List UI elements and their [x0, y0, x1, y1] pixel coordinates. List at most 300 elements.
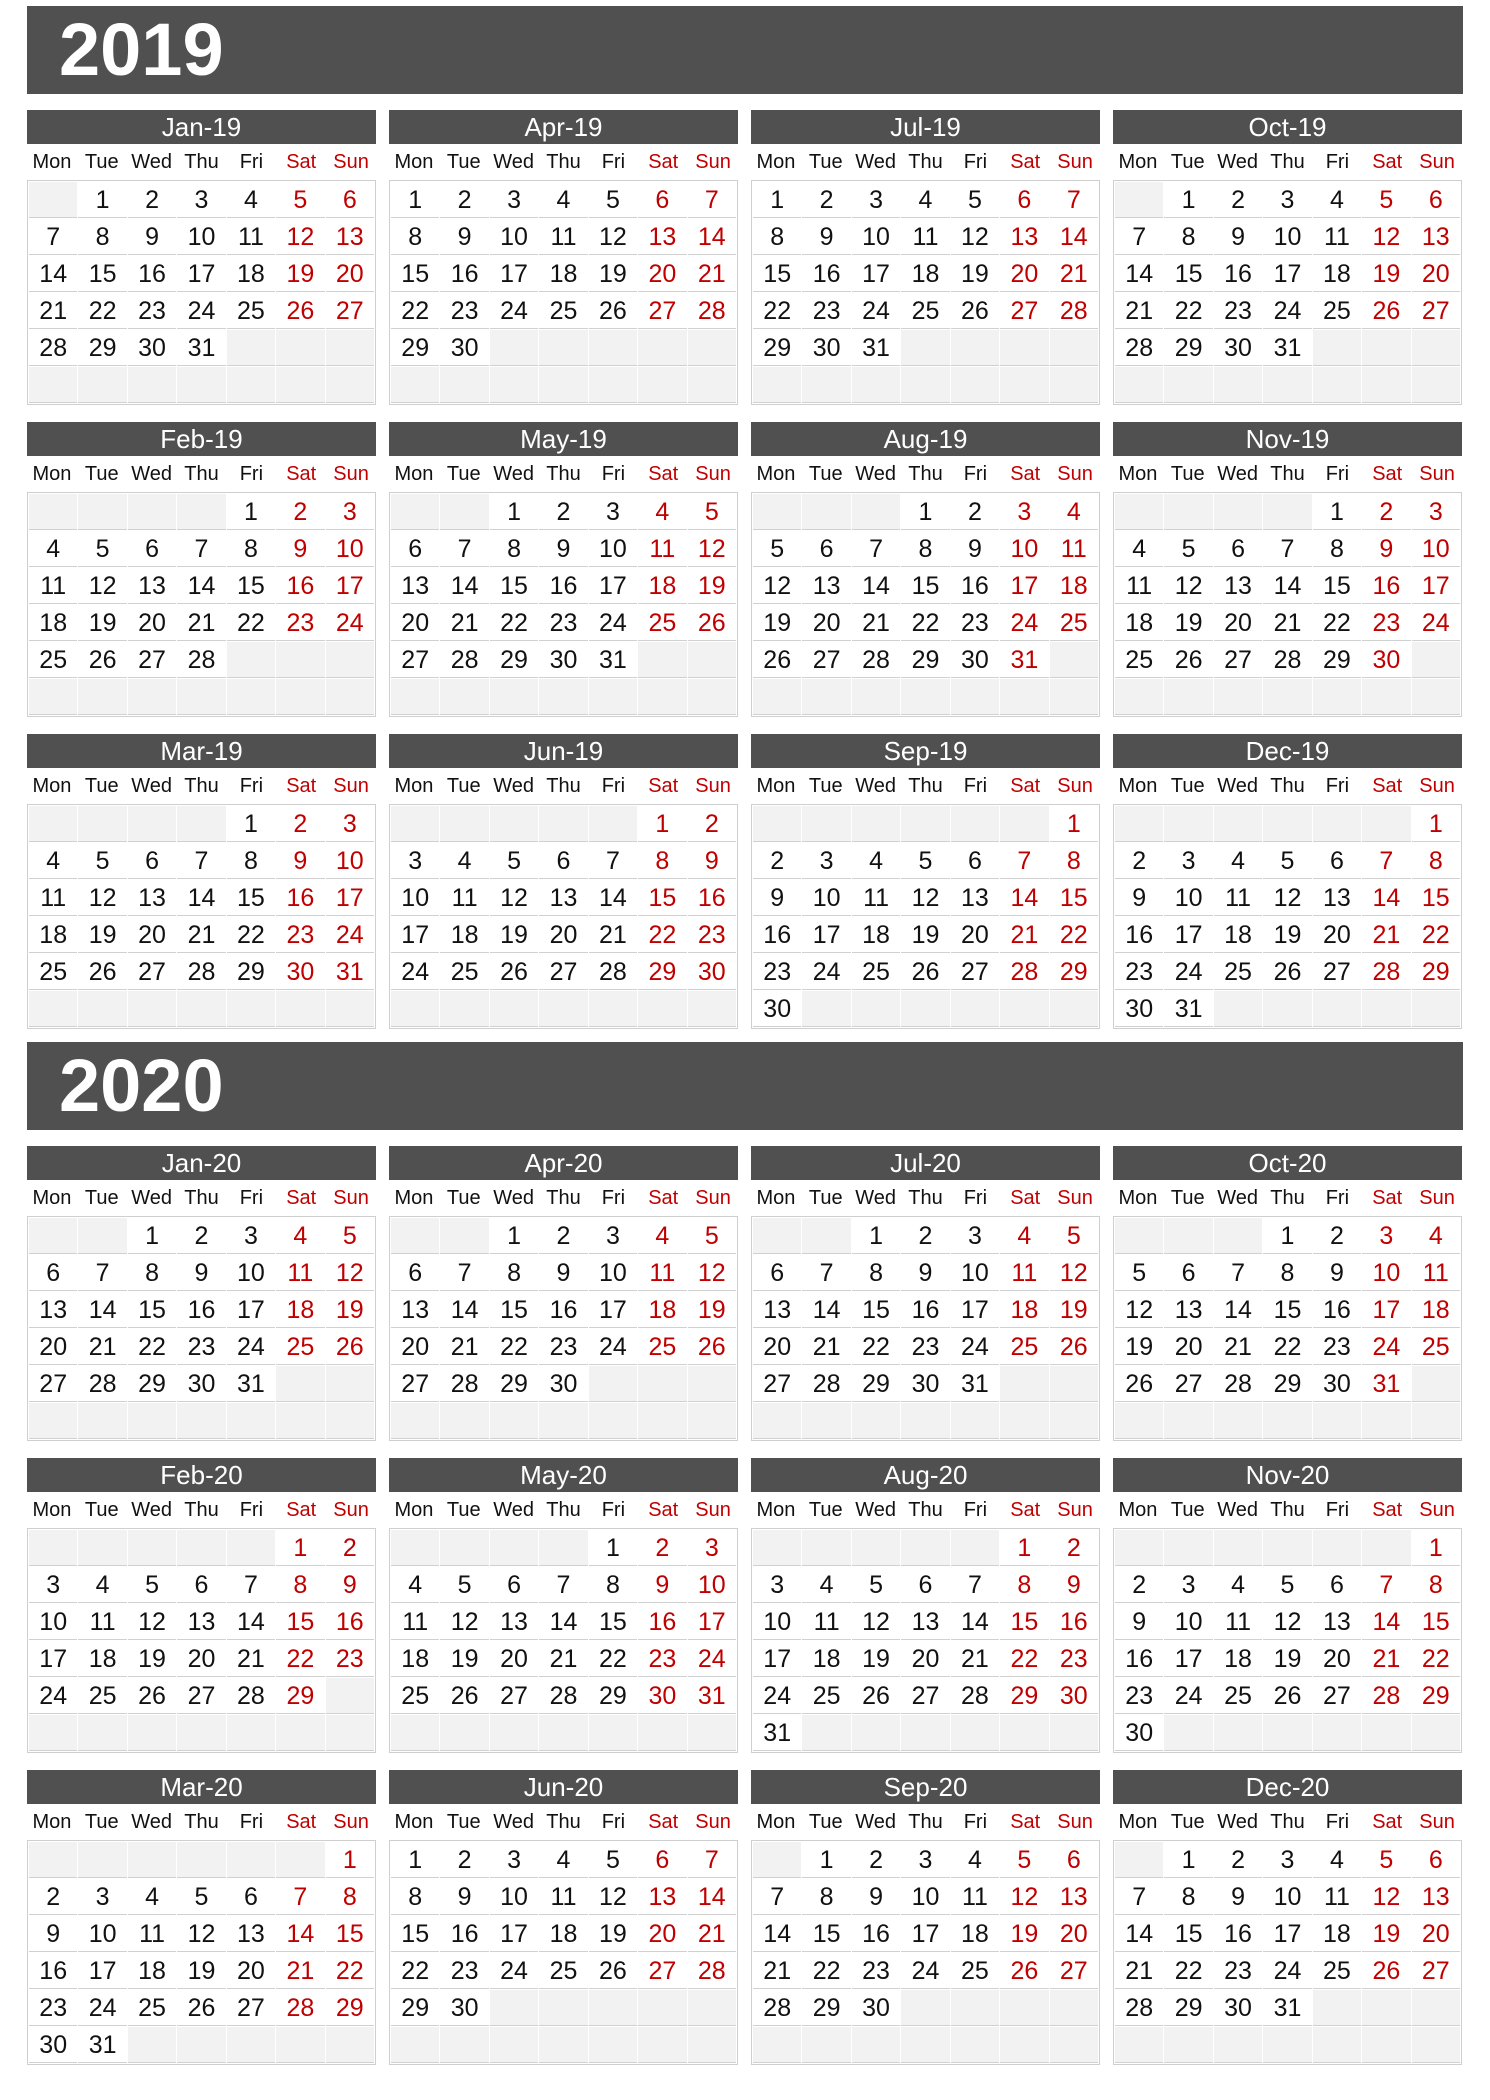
- day-cell: 5: [1115, 1255, 1163, 1291]
- weekday-header-row: [389, 1492, 738, 1528]
- day-cell: 29: [1412, 1678, 1460, 1714]
- weekday-label: Tue: [808, 1187, 843, 1209]
- day-cell: 7: [1263, 531, 1311, 567]
- day-cell: 11: [276, 1255, 324, 1291]
- weekday-header-row: [751, 1804, 1100, 1840]
- day-cell: 22: [901, 605, 949, 641]
- day-cell: 29: [326, 1990, 374, 2026]
- empty-day-cell: [78, 1403, 126, 1439]
- empty-day-cell: [1412, 330, 1460, 366]
- weekday-label: Thu: [184, 151, 219, 173]
- day-cell: 17: [490, 1916, 538, 1952]
- day-cell: 9: [539, 1255, 587, 1291]
- empty-day-cell: [688, 1403, 736, 1439]
- weekday-label: Wed: [131, 463, 173, 485]
- weekday-label: Sat: [286, 1499, 317, 1521]
- empty-day-cell: [901, 2027, 949, 2063]
- day-cell: 1: [638, 806, 686, 842]
- day-cell: 7: [78, 1255, 126, 1291]
- day-cell: 1: [1263, 1218, 1311, 1254]
- empty-day-cell: [440, 679, 488, 715]
- day-cell: 26: [1362, 1953, 1410, 1989]
- day-cell: 12: [1362, 1879, 1410, 1915]
- day-cell: 12: [440, 1604, 488, 1640]
- month-calendar: [751, 734, 1100, 1029]
- day-cell: 17: [490, 256, 538, 292]
- empty-day-cell: [1313, 806, 1361, 842]
- month-title: Nov-19: [1113, 422, 1462, 456]
- empty-day-cell: [276, 367, 324, 403]
- day-cell: 26: [326, 1329, 374, 1365]
- day-cell: 6: [1313, 1567, 1361, 1603]
- day-cell: 25: [852, 954, 900, 990]
- day-cell: 28: [440, 642, 488, 678]
- day-cell: 28: [1050, 293, 1098, 329]
- day-cell: 29: [852, 1366, 900, 1402]
- empty-day-cell: [539, 1403, 587, 1439]
- day-cell: 14: [29, 256, 77, 292]
- empty-day-cell: [1214, 991, 1262, 1027]
- empty-day-cell: [128, 806, 176, 842]
- day-cell: 23: [1050, 1641, 1098, 1677]
- empty-day-cell: [1263, 1530, 1311, 1566]
- empty-day-cell: [852, 991, 900, 1027]
- empty-day-cell: [688, 1366, 736, 1402]
- day-cell: 26: [1050, 1329, 1098, 1365]
- weekday-label: Tue: [84, 775, 119, 797]
- day-cell: 23: [753, 954, 801, 990]
- empty-day-cell: [688, 330, 736, 366]
- weekday-label: Thu: [1270, 463, 1305, 485]
- day-cell: 14: [1000, 880, 1048, 916]
- empty-day-cell: [326, 367, 374, 403]
- day-cell: 11: [1412, 1255, 1460, 1291]
- empty-day-cell: [1412, 1990, 1460, 2026]
- day-grid: [1113, 1528, 1462, 1753]
- day-cell: 17: [326, 568, 374, 604]
- day-grid: [27, 1528, 376, 1753]
- empty-day-cell: [1164, 494, 1212, 530]
- day-cell: 19: [128, 1641, 176, 1677]
- day-cell: 26: [276, 293, 324, 329]
- empty-day-cell: [1412, 991, 1460, 1027]
- day-cell: 6: [1412, 1842, 1460, 1878]
- weekday-label: Fri: [1325, 775, 1350, 797]
- day-cell: 7: [802, 1255, 850, 1291]
- weekday-label: Tue: [808, 1811, 843, 1833]
- day-cell: 19: [852, 1641, 900, 1677]
- weekday-label: Fri: [1325, 1499, 1350, 1521]
- weekday-label: Mon: [394, 1187, 434, 1209]
- weekday-label: Sat: [1372, 151, 1403, 173]
- day-cell: 10: [1164, 1604, 1212, 1640]
- day-cell: 12: [852, 1604, 900, 1640]
- day-cell: 10: [688, 1567, 736, 1603]
- weekday-header-row: [1113, 1180, 1462, 1216]
- day-cell: 24: [1263, 293, 1311, 329]
- day-cell: 31: [78, 2027, 126, 2063]
- day-cell: 24: [852, 293, 900, 329]
- day-cell: 14: [177, 880, 225, 916]
- day-cell: 30: [539, 1366, 587, 1402]
- day-cell: 13: [1214, 568, 1262, 604]
- empty-day-cell: [753, 1218, 801, 1254]
- day-cell: 15: [490, 1292, 538, 1328]
- empty-day-cell: [128, 1403, 176, 1439]
- weekday-label: Sun: [695, 1811, 731, 1833]
- day-cell: 12: [326, 1255, 374, 1291]
- day-cell: 13: [753, 1292, 801, 1328]
- day-cell: 24: [78, 1990, 126, 2026]
- weekday-header-row: [27, 1180, 376, 1216]
- month-title: Oct-19: [1113, 110, 1462, 144]
- empty-day-cell: [638, 1403, 686, 1439]
- day-cell: 12: [1000, 1879, 1048, 1915]
- day-cell: 13: [951, 880, 999, 916]
- empty-day-cell: [638, 1715, 686, 1751]
- day-cell: 18: [128, 1953, 176, 1989]
- empty-day-cell: [78, 679, 126, 715]
- day-cell: 21: [688, 256, 736, 292]
- empty-day-cell: [177, 494, 225, 530]
- empty-day-cell: [589, 1990, 637, 2026]
- day-cell: 29: [490, 642, 538, 678]
- day-cell: 1: [1412, 1530, 1460, 1566]
- day-cell: 29: [802, 1990, 850, 2026]
- empty-day-cell: [1050, 1715, 1098, 1751]
- day-cell: 17: [326, 880, 374, 916]
- empty-day-cell: [1115, 1842, 1163, 1878]
- day-cell: 27: [638, 1953, 686, 1989]
- weekday-label: Fri: [1325, 463, 1350, 485]
- day-cell: 29: [391, 1990, 439, 2026]
- day-cell: 10: [901, 1879, 949, 1915]
- empty-day-cell: [78, 806, 126, 842]
- weekday-label: Sat: [286, 1187, 317, 1209]
- day-cell: 10: [951, 1255, 999, 1291]
- weekday-label: Tue: [1170, 1499, 1205, 1521]
- empty-day-cell: [589, 2027, 637, 2063]
- month-calendar: [1113, 1458, 1462, 1753]
- day-cell: 31: [753, 1715, 801, 1751]
- day-cell: 8: [490, 531, 538, 567]
- empty-day-cell: [1263, 2027, 1311, 2063]
- day-cell: 25: [29, 642, 77, 678]
- day-cell: 9: [1115, 880, 1163, 916]
- day-cell: 23: [440, 1953, 488, 1989]
- day-cell: 3: [802, 843, 850, 879]
- empty-day-cell: [177, 1715, 225, 1751]
- weekday-label: Sun: [333, 775, 369, 797]
- empty-day-cell: [276, 2027, 324, 2063]
- day-cell: 6: [391, 531, 439, 567]
- day-cell: 3: [589, 1218, 637, 1254]
- empty-day-cell: [276, 330, 324, 366]
- weekday-header-row: [1113, 456, 1462, 492]
- day-cell: 26: [1115, 1366, 1163, 1402]
- day-cell: 30: [1362, 642, 1410, 678]
- weekday-label: Tue: [1170, 1811, 1205, 1833]
- day-cell: 15: [128, 1292, 176, 1328]
- weekday-label: Mon: [394, 775, 434, 797]
- day-cell: 3: [951, 1218, 999, 1254]
- day-cell: 20: [802, 605, 850, 641]
- empty-day-cell: [227, 642, 275, 678]
- weekday-header-row: [751, 1492, 1100, 1528]
- day-cell: 5: [276, 182, 324, 218]
- empty-day-cell: [29, 1715, 77, 1751]
- empty-day-cell: [951, 1530, 999, 1566]
- empty-day-cell: [490, 806, 538, 842]
- day-cell: 23: [440, 293, 488, 329]
- month-calendar: [1113, 734, 1462, 1029]
- weekday-label: Sun: [1057, 463, 1093, 485]
- weekday-label: Fri: [1325, 151, 1350, 173]
- empty-day-cell: [638, 1366, 686, 1402]
- empty-day-cell: [1000, 991, 1048, 1027]
- month-title: Jul-19: [751, 110, 1100, 144]
- weekday-label: Sun: [1419, 1499, 1455, 1521]
- day-cell: 28: [78, 1366, 126, 1402]
- day-cell: 5: [1263, 843, 1311, 879]
- day-cell: 18: [638, 1292, 686, 1328]
- weekday-label: Sun: [695, 1187, 731, 1209]
- empty-day-cell: [177, 679, 225, 715]
- day-cell: 2: [29, 1879, 77, 1915]
- weekday-label: Fri: [601, 463, 626, 485]
- weekday-label: Thu: [908, 151, 943, 173]
- day-cell: 3: [1164, 843, 1212, 879]
- day-cell: 20: [1412, 1916, 1460, 1952]
- day-cell: 25: [1115, 642, 1163, 678]
- month-title: Jun-19: [389, 734, 738, 768]
- day-cell: 24: [1164, 1678, 1212, 1714]
- day-cell: 22: [391, 293, 439, 329]
- day-cell: 5: [1362, 1842, 1410, 1878]
- empty-day-cell: [490, 1530, 538, 1566]
- day-cell: 21: [753, 1953, 801, 1989]
- day-cell: 26: [177, 1990, 225, 2026]
- day-cell: 23: [1214, 293, 1262, 329]
- day-cell: 16: [539, 568, 587, 604]
- day-grid: [389, 1528, 738, 1753]
- day-cell: 10: [326, 531, 374, 567]
- day-cell: 6: [638, 182, 686, 218]
- day-cell: 31: [1000, 642, 1048, 678]
- day-cell: 5: [326, 1218, 374, 1254]
- day-cell: 24: [802, 954, 850, 990]
- day-cell: 24: [1263, 1953, 1311, 1989]
- empty-day-cell: [78, 1218, 126, 1254]
- day-cell: 24: [951, 1329, 999, 1365]
- day-cell: 15: [391, 256, 439, 292]
- day-cell: 26: [688, 605, 736, 641]
- empty-day-cell: [802, 1403, 850, 1439]
- day-grid: [751, 804, 1100, 1029]
- day-cell: 16: [539, 1292, 587, 1328]
- day-cell: 11: [638, 531, 686, 567]
- month-grid: [27, 110, 1463, 1029]
- day-cell: 3: [29, 1567, 77, 1603]
- day-cell: 13: [391, 568, 439, 604]
- day-grid: [1113, 804, 1462, 1029]
- day-cell: 11: [78, 1604, 126, 1640]
- day-cell: 30: [128, 330, 176, 366]
- day-cell: 29: [638, 954, 686, 990]
- empty-day-cell: [1115, 679, 1163, 715]
- weekday-label: Sun: [1057, 151, 1093, 173]
- empty-day-cell: [539, 991, 587, 1027]
- weekday-label: Wed: [493, 1187, 535, 1209]
- day-cell: 19: [490, 917, 538, 953]
- day-cell: 27: [951, 954, 999, 990]
- day-cell: 6: [128, 531, 176, 567]
- day-cell: 27: [1164, 1366, 1212, 1402]
- day-cell: 12: [1050, 1255, 1098, 1291]
- empty-day-cell: [227, 330, 275, 366]
- day-cell: 21: [1263, 605, 1311, 641]
- day-cell: 10: [1164, 880, 1212, 916]
- day-cell: 19: [1164, 605, 1212, 641]
- day-cell: 2: [1115, 843, 1163, 879]
- day-cell: 4: [440, 843, 488, 879]
- empty-day-cell: [901, 679, 949, 715]
- weekday-label: Sat: [1372, 1811, 1403, 1833]
- month-title: Sep-20: [751, 1770, 1100, 1804]
- day-cell: 14: [852, 568, 900, 604]
- day-cell: 15: [1412, 880, 1460, 916]
- empty-day-cell: [29, 806, 77, 842]
- empty-day-cell: [1000, 1990, 1048, 2026]
- day-cell: 31: [589, 642, 637, 678]
- empty-day-cell: [951, 991, 999, 1027]
- day-cell: 30: [29, 2027, 77, 2063]
- day-cell: 17: [589, 568, 637, 604]
- weekday-label: Tue: [446, 1187, 481, 1209]
- weekday-label: Mon: [1118, 1811, 1158, 1833]
- day-cell: 3: [490, 1842, 538, 1878]
- weekday-label: Sun: [333, 1187, 369, 1209]
- day-cell: 5: [177, 1879, 225, 1915]
- weekday-label: Fri: [239, 1499, 264, 1521]
- day-cell: 15: [1313, 568, 1361, 604]
- empty-day-cell: [753, 1403, 801, 1439]
- day-cell: 12: [753, 568, 801, 604]
- day-cell: 11: [391, 1604, 439, 1640]
- weekday-label: Mon: [1118, 151, 1158, 173]
- day-cell: 28: [688, 1953, 736, 1989]
- empty-day-cell: [1115, 1403, 1163, 1439]
- empty-day-cell: [276, 1715, 324, 1751]
- day-cell: 29: [1050, 954, 1098, 990]
- year-block-2019: [27, 6, 1463, 1029]
- day-cell: 18: [1214, 917, 1262, 953]
- day-cell: 21: [440, 605, 488, 641]
- empty-day-cell: [951, 2027, 999, 2063]
- month-calendar: [1113, 422, 1462, 717]
- day-cell: 16: [1214, 256, 1262, 292]
- empty-day-cell: [802, 1715, 850, 1751]
- day-cell: 13: [177, 1604, 225, 1640]
- day-cell: 3: [901, 1842, 949, 1878]
- day-cell: 19: [589, 1916, 637, 1952]
- empty-day-cell: [490, 1403, 538, 1439]
- weekday-label: Fri: [601, 151, 626, 173]
- empty-day-cell: [128, 1530, 176, 1566]
- empty-day-cell: [539, 1715, 587, 1751]
- day-cell: 13: [326, 219, 374, 255]
- weekday-label: Tue: [808, 775, 843, 797]
- empty-day-cell: [1164, 1530, 1212, 1566]
- day-cell: 21: [1362, 1641, 1410, 1677]
- day-cell: 4: [1214, 1567, 1262, 1603]
- day-cell: 23: [1214, 1953, 1262, 1989]
- day-cell: 16: [1115, 917, 1163, 953]
- weekday-header-row: [27, 768, 376, 804]
- weekday-label: Wed: [493, 1499, 535, 1521]
- day-cell: 9: [440, 219, 488, 255]
- day-cell: 19: [78, 917, 126, 953]
- day-cell: 29: [1164, 330, 1212, 366]
- day-cell: 8: [276, 1567, 324, 1603]
- day-grid: [751, 1528, 1100, 1753]
- day-cell: 9: [802, 219, 850, 255]
- day-cell: 5: [128, 1567, 176, 1603]
- weekday-label: Sat: [1010, 775, 1041, 797]
- empty-day-cell: [177, 991, 225, 1027]
- day-cell: 6: [802, 531, 850, 567]
- day-cell: 5: [589, 1842, 637, 1878]
- day-cell: 5: [1164, 531, 1212, 567]
- empty-day-cell: [753, 1842, 801, 1878]
- weekday-label: Fri: [963, 1499, 988, 1521]
- day-cell: 1: [391, 1842, 439, 1878]
- weekday-header-row: [751, 1180, 1100, 1216]
- empty-day-cell: [802, 991, 850, 1027]
- empty-day-cell: [440, 1715, 488, 1751]
- day-cell: 29: [1313, 642, 1361, 678]
- day-cell: 10: [1412, 531, 1460, 567]
- day-cell: 28: [1362, 954, 1410, 990]
- month-calendar: [27, 1458, 376, 1753]
- day-cell: 17: [1362, 1292, 1410, 1328]
- day-cell: 16: [440, 256, 488, 292]
- day-cell: 16: [1214, 1916, 1262, 1952]
- day-cell: 31: [227, 1366, 275, 1402]
- weekday-label: Tue: [1170, 151, 1205, 173]
- weekday-header-row: [389, 768, 738, 804]
- empty-day-cell: [802, 367, 850, 403]
- empty-day-cell: [1263, 494, 1311, 530]
- weekday-label: Sat: [1372, 775, 1403, 797]
- month-calendar: [389, 734, 738, 1029]
- day-cell: 8: [227, 531, 275, 567]
- weekday-label: Mon: [394, 1811, 434, 1833]
- day-cell: 30: [753, 991, 801, 1027]
- day-cell: 8: [490, 1255, 538, 1291]
- weekday-label: Fri: [239, 1811, 264, 1833]
- day-cell: 9: [177, 1255, 225, 1291]
- empty-day-cell: [802, 1530, 850, 1566]
- weekday-header-row: [1113, 768, 1462, 804]
- day-cell: 11: [29, 568, 77, 604]
- empty-day-cell: [802, 2027, 850, 2063]
- day-cell: 7: [589, 843, 637, 879]
- weekday-label: Sat: [648, 1187, 679, 1209]
- weekday-label: Mon: [394, 463, 434, 485]
- day-cell: 7: [1362, 843, 1410, 879]
- day-cell: 25: [1050, 605, 1098, 641]
